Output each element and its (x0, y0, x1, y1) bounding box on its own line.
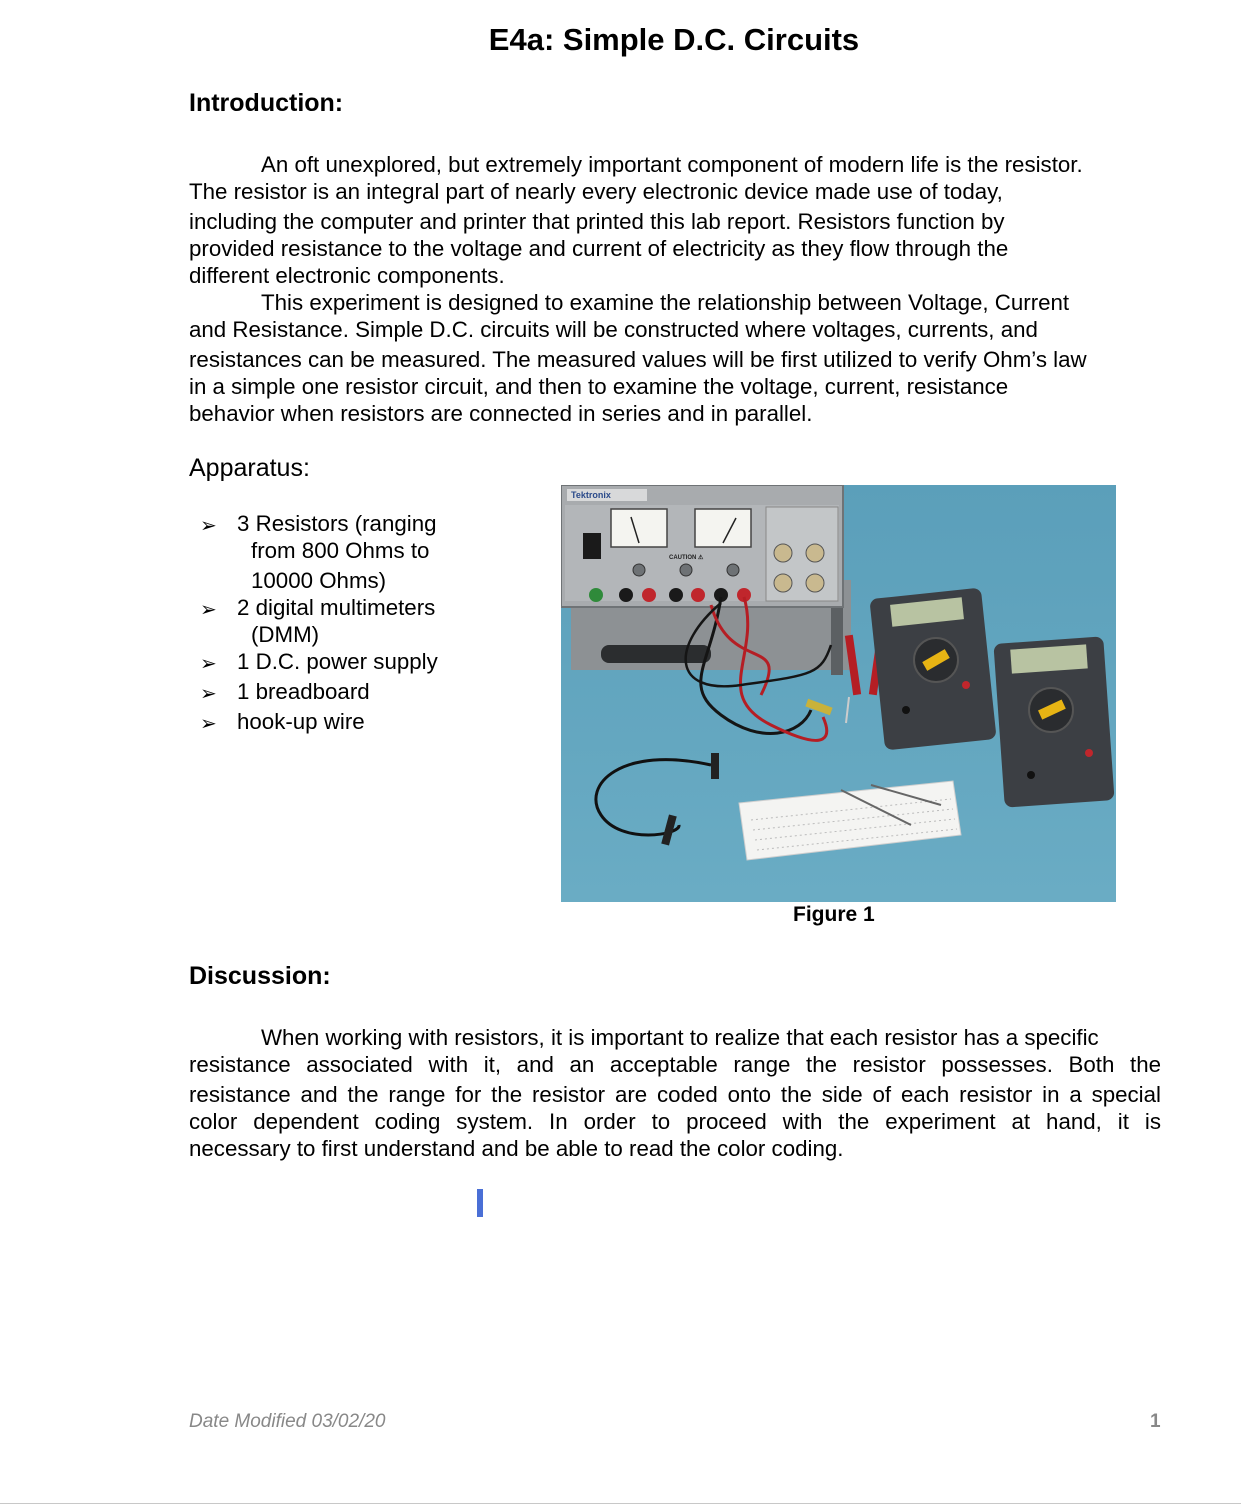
multimeter-1 (869, 588, 996, 751)
figure-photo (561, 485, 1116, 902)
introduction-heading: Introduction: (189, 89, 344, 117)
apparatus-heading: Apparatus: (189, 454, 310, 482)
page-bottom-divider (0, 1503, 1241, 1504)
multimeter-2 (993, 636, 1114, 807)
paragraph-line: resistance associated with it, and an acceptable range the resistor possesses. Both the (189, 1052, 1161, 1077)
paragraph-line: color dependent coding system. In order to proceed with the experiment at hand, it is (189, 1109, 1161, 1134)
apparatus-item-continued: from 800 Ohms to (251, 538, 430, 563)
document-title: E4a: Simple D.C. Circuits (488, 22, 860, 57)
paragraph-line: necessary to first understand and be able to read the color coding. (189, 1136, 844, 1161)
text-cursor[interactable] (477, 1189, 483, 1217)
page-number: 1 (1150, 1411, 1161, 1432)
paragraph-line: behavior when resistors are connected in series and in parallel. (189, 401, 813, 426)
paragraph-line: different electronic components. (189, 263, 505, 288)
paragraph-line: including the computer and printer that printed this lab report. Resistors function by (189, 209, 1005, 234)
paragraph-line: in a simple one resistor circuit, and then to examine the voltage, current, resistance (189, 374, 1009, 399)
brand-label: Tektronix (571, 490, 611, 500)
apparatus-item-continued: (DMM) (251, 622, 320, 647)
bullet-arrow-icon: ➢ (200, 683, 217, 705)
discussion-heading: Discussion: (189, 962, 331, 990)
bullet-arrow-icon: ➢ (200, 653, 217, 675)
bullet-arrow-icon: ➢ (200, 599, 217, 621)
paragraph-line: An oft unexplored, but extremely important component of modern life is the resistor. (261, 152, 1083, 177)
paragraph-line: resistances can be measured. The measured values will be first utilized to verify Ohm’s law (189, 347, 1087, 372)
paragraph-line: When working with resistors, it is important to realize that each resistor has a specific (261, 1025, 1099, 1050)
bullet-arrow-icon: ➢ (200, 515, 217, 537)
paragraph-line: The resistor is an integral part of nearly every electronic device made use of today, (189, 179, 1003, 204)
bullet-arrow-icon: ➢ (200, 713, 217, 735)
figure-caption: Figure 1 (793, 903, 875, 926)
apparatus-item: 1 breadboard (237, 679, 370, 704)
footer-date: Date Modified 03/02/20 (189, 1411, 386, 1432)
paragraph-line: resistance and the range for the resistor are coded onto the side of each resistor in a special (189, 1082, 1161, 1107)
caution-label: CAUTION ⚠ (669, 555, 704, 561)
apparatus-item-continued: 10000 Ohms) (251, 568, 387, 593)
paragraph-line: This experiment is designed to examine the relationship between Voltage, Current (261, 290, 1070, 315)
apparatus-item: hook-up wire (237, 709, 365, 734)
paragraph-line: provided resistance to the voltage and current of electricity as they flow through the (189, 236, 1009, 261)
apparatus-item: 2 digital multimeters (237, 595, 436, 620)
paragraph-line: and Resistance. Simple D.C. circuits will be constructed where voltages, currents, and (189, 317, 1038, 342)
apparatus-item: 1 D.C. power supply (237, 649, 438, 674)
apparatus-item: 3 Resistors (ranging (237, 511, 437, 536)
